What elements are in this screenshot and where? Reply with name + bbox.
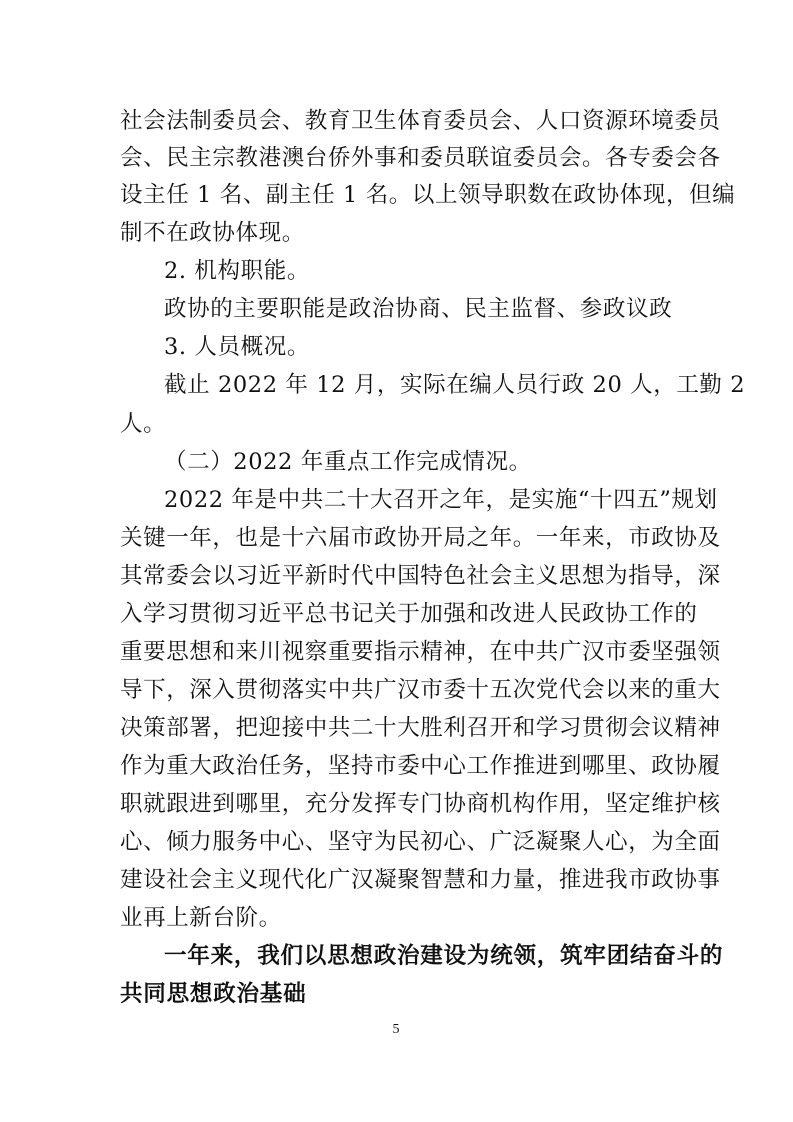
body-line: 导下，深入贯彻落实中共广汉市委十五次党代会以来的重大 [120, 677, 721, 703]
body-line: 制不在政协体现。 [120, 220, 305, 246]
bold-heading-line: 一年来，我们以思想政治建设为统领，筑牢团结奋斗的 [164, 943, 724, 969]
body-line: 入学习贯彻习近平总书记关于加强和改进人民政协工作的 [120, 601, 698, 627]
body-line: 政协的主要职能是政治协商、民主监督、参政议政 [164, 296, 673, 322]
section-heading: （二）2022 年重点工作完成情况。 [164, 449, 532, 475]
body-line: 关键一年，也是十六届市政协开局之年。一年来，市政协及 [120, 525, 721, 551]
body-line: 截止 2022 年 12 月，实际在编人员行政 20 人，工勤 2 [164, 372, 746, 398]
body-line: 心、倾力服务中心、坚守为民初心、广泛凝聚人心，为全面 [120, 829, 721, 855]
body-line: 其常委会以习近平新时代中国特色社会主义思想为指导，深 [120, 563, 721, 589]
body-line: 业再上新台阶。 [120, 905, 282, 931]
body-line: 社会法制委员会、教育卫生体育委员会、人口资源环境委员 [120, 108, 721, 134]
body-line: 职就跟进到哪里，充分发挥专门协商机构作用，坚定维护核 [120, 791, 721, 817]
section-heading: 2. 机构职能。 [164, 258, 310, 284]
body-line: 设主任 1 名、副主任 1 名。以上领导职数在政协体现，但编 [120, 182, 736, 208]
bold-heading-line: 共同思想政治基础 [120, 981, 307, 1007]
body-line: 重要思想和来川视察重要指示精神，在中共广汉市委坚强领 [120, 639, 721, 665]
body-line: 作为重大政治任务，坚持市委中心工作推进到哪里、政协履 [120, 753, 721, 779]
body-line: 会、民主宗教港澳台侨外事和委员联谊委员会。各专委会各 [120, 145, 721, 171]
body-line: 2022 年是中共二十大召开之年，是实施“十四五”规划 [164, 487, 718, 513]
body-line: 建设社会主义现代化广汉凝聚智慧和力量，推进我市政协事 [120, 867, 721, 893]
body-line: 人。 [120, 411, 167, 437]
body-line: 决策部署，把迎接中共二十大胜利召开和学习贯彻会议精神 [120, 715, 721, 741]
page-number: 5 [392, 1022, 400, 1037]
section-heading: 3. 人员概况。 [164, 334, 310, 360]
